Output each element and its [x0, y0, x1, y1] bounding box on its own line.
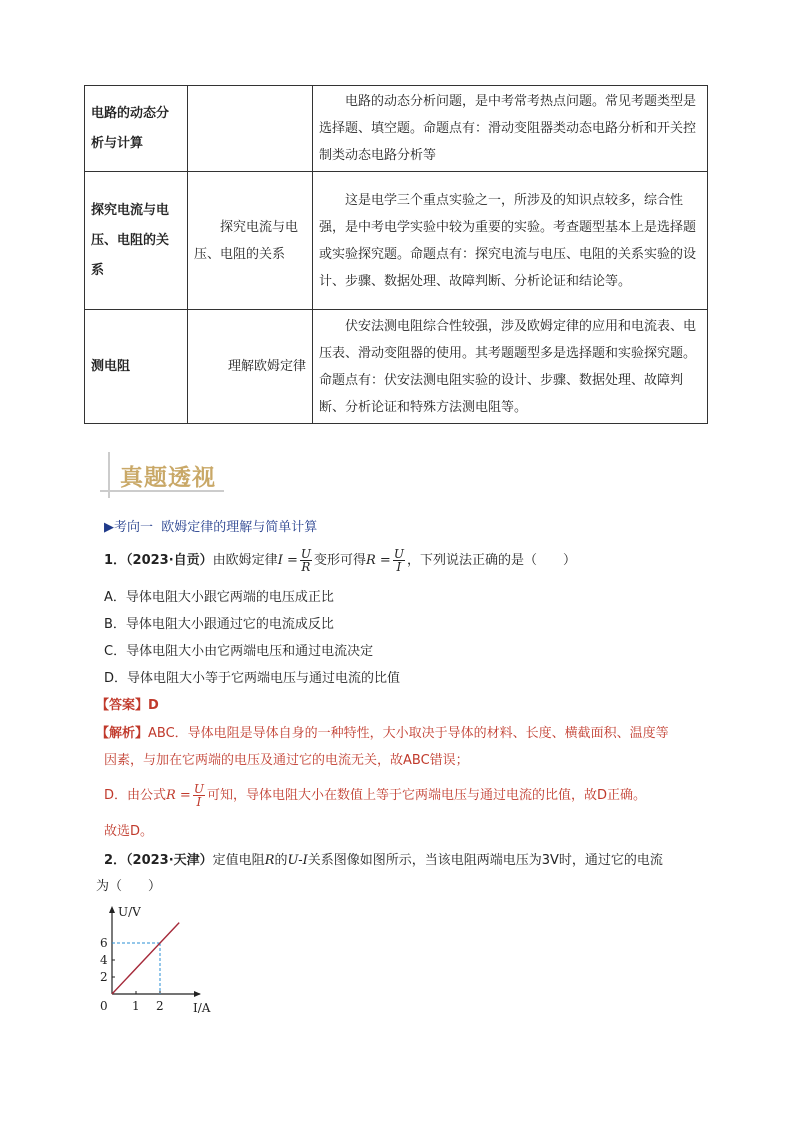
analysis-text: D．由公式 [104, 788, 167, 803]
answer-value: D [148, 698, 159, 713]
symbol-ui: U-I [287, 853, 308, 868]
question-source: （2023·自贡） [126, 553, 213, 568]
option-b: B．导体电阻大小跟通过它的电流成反比 [104, 617, 334, 632]
analysis-text: 伏安法测电阻综合性较强，涉及欧姆定律的应用和电流表、电压表、滑动变阻器的使用。其考题题型多是选择题和实验探究题。命题点有：伏安法测电阻实验的设计、步骤、数据处理、故障判断、分析论证和特殊方法测电阻等。 [319, 318, 697, 415]
question-source: （2023·天津） [126, 853, 213, 868]
stem-text: 由欧姆定律 [212, 553, 278, 568]
analysis-text: 可知，导体电阻大小在数值上等于它两端电压与通过电流的比值，故D正确。 [206, 788, 646, 803]
analysis-tag: 【解析】 [96, 726, 149, 741]
y-tick-label: 4 [100, 953, 108, 967]
stem-text: 关系图像如图所示，当该电阻两端电压为3V时，通过它的电流 [307, 853, 663, 868]
option-d: D．导体电阻大小等于它两端电压与通过电流的比值 [104, 671, 401, 686]
x-axis-label: I/A [193, 1001, 211, 1015]
formula-fraction [193, 783, 205, 808]
x-axis-arrow-icon [194, 991, 201, 997]
question-number: 2． [104, 853, 127, 868]
y-axis-arrow-icon [109, 906, 115, 913]
answer-tag: 【答案】 [96, 698, 149, 713]
fraction-denominator: I [396, 560, 402, 574]
y-tick-label: 2 [100, 970, 108, 984]
table-cell-requirement: 理解欧姆定律 [188, 310, 313, 424]
question-2-stem-cont: 为（ ） [96, 879, 162, 894]
fraction-denominator: I [196, 795, 202, 809]
question-number: 1． [104, 553, 127, 568]
option-a: A．导体电阻大小跟它两端的电压成正比 [104, 590, 334, 605]
analysis-text: 电路的动态分析问题，是中考常考热点问题。常见考题类型是选择题、填空题。命题点有：滑动变阻器类动态电路分析和开关控制类动态电路分析等 [319, 94, 697, 163]
formula-lhs: I = [277, 553, 298, 568]
table-cell-analysis [313, 172, 708, 310]
table-cell-requirement [188, 172, 313, 310]
topic-direction-title: 欧姆定律的理解与简单计算 [161, 520, 318, 535]
table-cell-analysis [313, 86, 708, 172]
formula-fraction [300, 548, 312, 573]
requirement-text: 探究电流与电压、电阻的关系 [194, 219, 299, 262]
fraction-numerator: U [393, 547, 404, 561]
table-cell-topic: 探究电流与电压、电阻的关系 [85, 172, 188, 310]
table-cell-topic: 测电阻 [85, 310, 188, 424]
fraction-numerator: U [300, 547, 311, 561]
series-line [112, 923, 179, 994]
x-tick-label: 1 [132, 999, 140, 1013]
x-tick-label: 2 [156, 999, 164, 1013]
question-2-stem [104, 850, 724, 872]
section-title: 真题透视 [120, 465, 216, 491]
table-cell-analysis [313, 310, 708, 424]
question-1-stem [104, 548, 724, 573]
stem-text: 定值电阻 [212, 853, 265, 868]
topic-direction-number: 考向一 [114, 520, 154, 535]
analysis-line-2: 因素，与加在它两端的电压及通过它的电流无关，故ABC错误； [104, 753, 469, 768]
topic-direction-label [104, 516, 317, 535]
symbol-r: R [264, 853, 275, 868]
fraction-numerator: U [193, 782, 204, 796]
option-c: C．导体电阻大小由它两端电压和通过电流决定 [104, 644, 374, 659]
x-tick-label: 0 [100, 999, 108, 1013]
formula-lhs: R = [366, 553, 391, 568]
table-row [85, 310, 708, 424]
conclusion-line: 故选D。 [104, 824, 154, 839]
table-cell-requirement [188, 86, 313, 172]
stem-text: ，下列说法正确的是（ ） [406, 553, 576, 568]
table-cell-topic: 电路的动态分析与计算 [85, 86, 188, 172]
analysis-line-1 [96, 723, 736, 745]
stem-text: 变形可得 [313, 553, 366, 568]
formula-lhs: R = [166, 788, 191, 803]
analysis-text: 这是电学三个重点实验之一，所涉及的知识点较多，综合性强，是中考电学实验中较为重要的实验。考查题型基本上是选择题或实验探究题。命题点有：探究电流与电压、电阻的关系实验的设计、步骤、数据处理、故障判断、分析论证和结论等。 [319, 192, 697, 289]
answer-line [96, 695, 159, 717]
table-row [85, 172, 708, 310]
y-tick-label: 6 [100, 936, 108, 950]
fraction-denominator: R [301, 560, 311, 574]
stem-text: 的 [274, 853, 288, 868]
analysis-line-3 [104, 783, 744, 808]
triangle-marker-icon: ▶ [104, 520, 114, 535]
analysis-text: ABC．导体电阻是导体自身的一种特性，大小取决于导体的材料、长度、横截面积、温度等 [148, 726, 669, 741]
y-axis-label: U/V [118, 905, 141, 919]
table-row [85, 86, 708, 172]
ui-graph [96, 900, 226, 1020]
topic-table [84, 85, 708, 424]
formula-fraction [393, 548, 405, 573]
